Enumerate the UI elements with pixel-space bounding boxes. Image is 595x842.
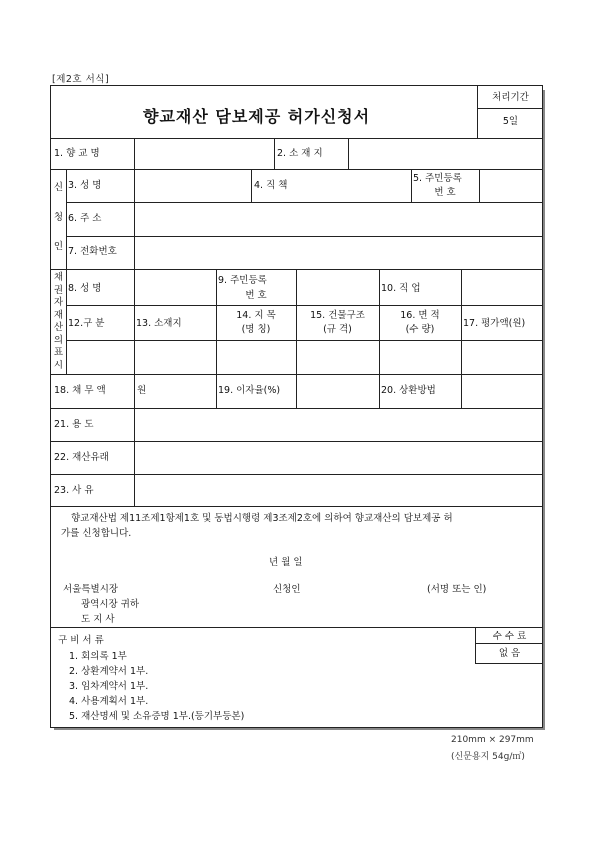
document-item: 4. 사용계획서 1부. <box>69 696 149 707</box>
paper-size: 210mm × 297mm <box>451 735 534 745</box>
debt-unit: 원 <box>137 385 147 396</box>
document-item: 5. 재산명세 및 소유증명 1부.(등기부등본) <box>69 711 245 722</box>
label-appraised-value: 17. 평가액(원) <box>463 318 526 329</box>
label-property-location: 13. 소재지 <box>136 318 182 329</box>
statement-line-2: 가를 신청합니다. <box>61 528 132 539</box>
label-area: 16. 면 적 <box>400 310 440 321</box>
label-purpose: 21. 용 도 <box>54 419 94 430</box>
processing-label: 처리기간 <box>492 92 529 103</box>
label-repayment-method: 20. 상환방법 <box>381 385 436 396</box>
label-category: 12.구 분 <box>68 318 105 329</box>
paper-weight: (신문용지 54g/㎡) <box>451 752 525 762</box>
applicant-label: 신청인 <box>273 584 301 595</box>
document-item: 2. 상환계약서 1부. <box>69 666 149 677</box>
label-address: 6. 주 소 <box>68 213 102 224</box>
signature-label: (서명 또는 인) <box>427 584 487 595</box>
label-property-origin: 22. 재산유래 <box>54 452 109 463</box>
fee-value: 없 음 <box>498 648 521 659</box>
label-interest-rate: 19. 이자율(%) <box>218 385 281 396</box>
form-number: [제2호 서식] <box>52 74 110 85</box>
processing-value: 5일 <box>502 116 519 127</box>
label-creditor-resident-no: 9. 주민등록 <box>218 275 267 286</box>
label-location: 2. 소 재 지 <box>277 148 323 159</box>
recipient-metro: 광역시장 귀하 <box>81 599 140 610</box>
date-line: 년 월 일 <box>269 557 303 568</box>
application-form: 향교재산 담보제공 허가신청서 처리기간 5일 1. 향 교 명 2. 소 재 지 신 청 인 3. 성 명 4. 직 책 5. 주민등록 번 호 6. 주 소 7. 전화번호 채 권 자 재 산 의 표 시 8. 성 명 9. 주민등록 번 호 10. 직 업 12.구 분 13. 소재지 14. 지 목 (명 칭) 15. 건물구조 (규 격) 16. 면 적 (수 량) 17. 평가액(원) 18. 채 무 액 원 19. 이자율(%) 20. 상환방법 21. 용 도 22. 재산유래 23. 사 유 향교재산법 제11조제1항제1호 및 동법시행령 제3조제2호에 의하여 향교재산의 담보제공 허 가를 신청합니다. 년 월 일 서울특별시장 광역시장 귀하 도 지 사 신청인 (서명 또는 인) 수 수 료 없 음 구 비 서 류 1. 회의록 1부 2. 상환계약서 1부. 3. 임차계약서 1부. 4. 사용계획서 1부. 5. 재산명세 및 소유증명 1부.(등기부등본) <box>50 85 543 728</box>
applicant-group-label: 신 청 인 <box>53 182 64 252</box>
label-debt-amount: 18. 채 무 액 <box>54 385 106 396</box>
label-resident-no: 5. 주민등록 <box>413 173 462 184</box>
label-building-structure: 15. 건물구조 <box>310 310 365 321</box>
fee-label: 수 수 료 <box>492 631 527 642</box>
label-creditor-name: 8. 성 명 <box>68 283 102 294</box>
recipient-province: 도 지 사 <box>81 614 115 625</box>
document-item: 1. 회의록 1부 <box>69 651 127 662</box>
label-occupation: 10. 직 업 <box>381 283 421 294</box>
recipient-seoul: 서울특별시장 <box>63 584 119 595</box>
label-applicant-name: 3. 성 명 <box>68 180 102 191</box>
creditor-group-label: 채 권 자 재 산 의 표 시 <box>53 272 64 371</box>
label-reason: 23. 사 유 <box>54 485 94 496</box>
label-land-type: 14. 지 목 <box>236 310 276 321</box>
label-position: 4. 직 책 <box>254 180 288 191</box>
document-item: 3. 임차계약서 1부. <box>69 681 149 692</box>
label-phone: 7. 전화번호 <box>68 246 117 257</box>
form-title: 향교재산 담보제공 허가신청서 <box>143 107 371 126</box>
label-school-name: 1. 향 교 명 <box>54 148 100 159</box>
statement-line-1: 향교재산법 제11조제1항제1호 및 동법시행령 제3조제2호에 의하여 향교재산의 담보제공 허 <box>71 513 453 524</box>
documents-heading: 구 비 서 류 <box>58 635 104 646</box>
